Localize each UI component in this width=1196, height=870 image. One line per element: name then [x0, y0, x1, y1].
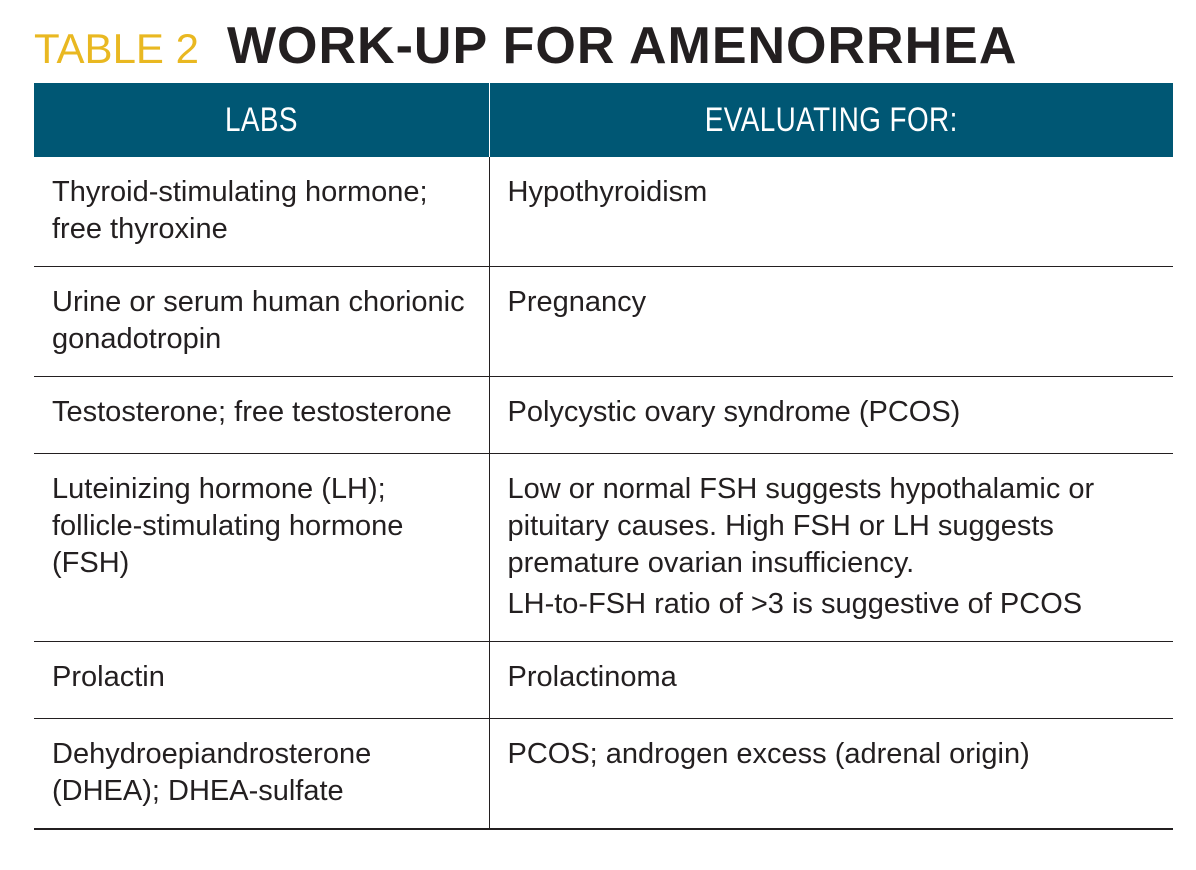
table-row [34, 642, 1173, 719]
table-number-label: TABLE 2 [34, 25, 199, 72]
evaluating-text: PCOS; androgen excess (adrenal origin) [507, 738, 1030, 770]
table-header-row [34, 83, 1173, 157]
lab-cell: Luteinizing hormone (LH); follicle-stimulating hormone (FSH) [34, 454, 489, 642]
evaluating-text: LH-to-FSH ratio of >3 is suggestive of PCOS [507, 588, 1083, 620]
evaluating-text: Low or normal FSH suggests hypothalamic or pituitary causes. High FSH or LH suggests premature ovarian insufficiency. [507, 473, 1095, 579]
evaluating-text: Polycystic ovary syndrome (PCOS) [507, 396, 961, 428]
table-row [34, 454, 1173, 642]
evaluating-cell [489, 719, 1173, 830]
amenorrhea-workup-table [34, 83, 1173, 830]
lab-cell: Urine or serum human chorionic gonadotropin [34, 267, 489, 377]
table-title-bar [34, 14, 1017, 78]
lab-cell: Prolactin [34, 642, 489, 719]
lab-cell: Thyroid-stimulating hormone; free thyroxine [34, 157, 489, 267]
table-row [34, 157, 1173, 267]
evaluating-cell [489, 157, 1173, 267]
evaluating-cell [489, 377, 1173, 454]
evaluating-cell [489, 267, 1173, 377]
lab-cell: Testosterone; free testosterone [34, 377, 489, 454]
evaluating-cell [489, 454, 1173, 642]
table-row [34, 267, 1173, 377]
column-header-labs: LABS [34, 83, 489, 157]
evaluating-text: Pregnancy [507, 286, 647, 318]
table-row [34, 377, 1173, 454]
evaluating-text: Prolactinoma [507, 661, 677, 693]
evaluating-text: Hypothyroidism [507, 176, 708, 208]
table-row [34, 719, 1173, 830]
table-title: WORK-UP FOR AMENORRHEA [226, 17, 1018, 75]
evaluating-cell [489, 642, 1173, 719]
column-header-evaluating-for: EVALUATING FOR: [489, 83, 1173, 157]
lab-cell: Dehydroepiandrosterone (DHEA); DHEA-sulfate [34, 719, 489, 830]
